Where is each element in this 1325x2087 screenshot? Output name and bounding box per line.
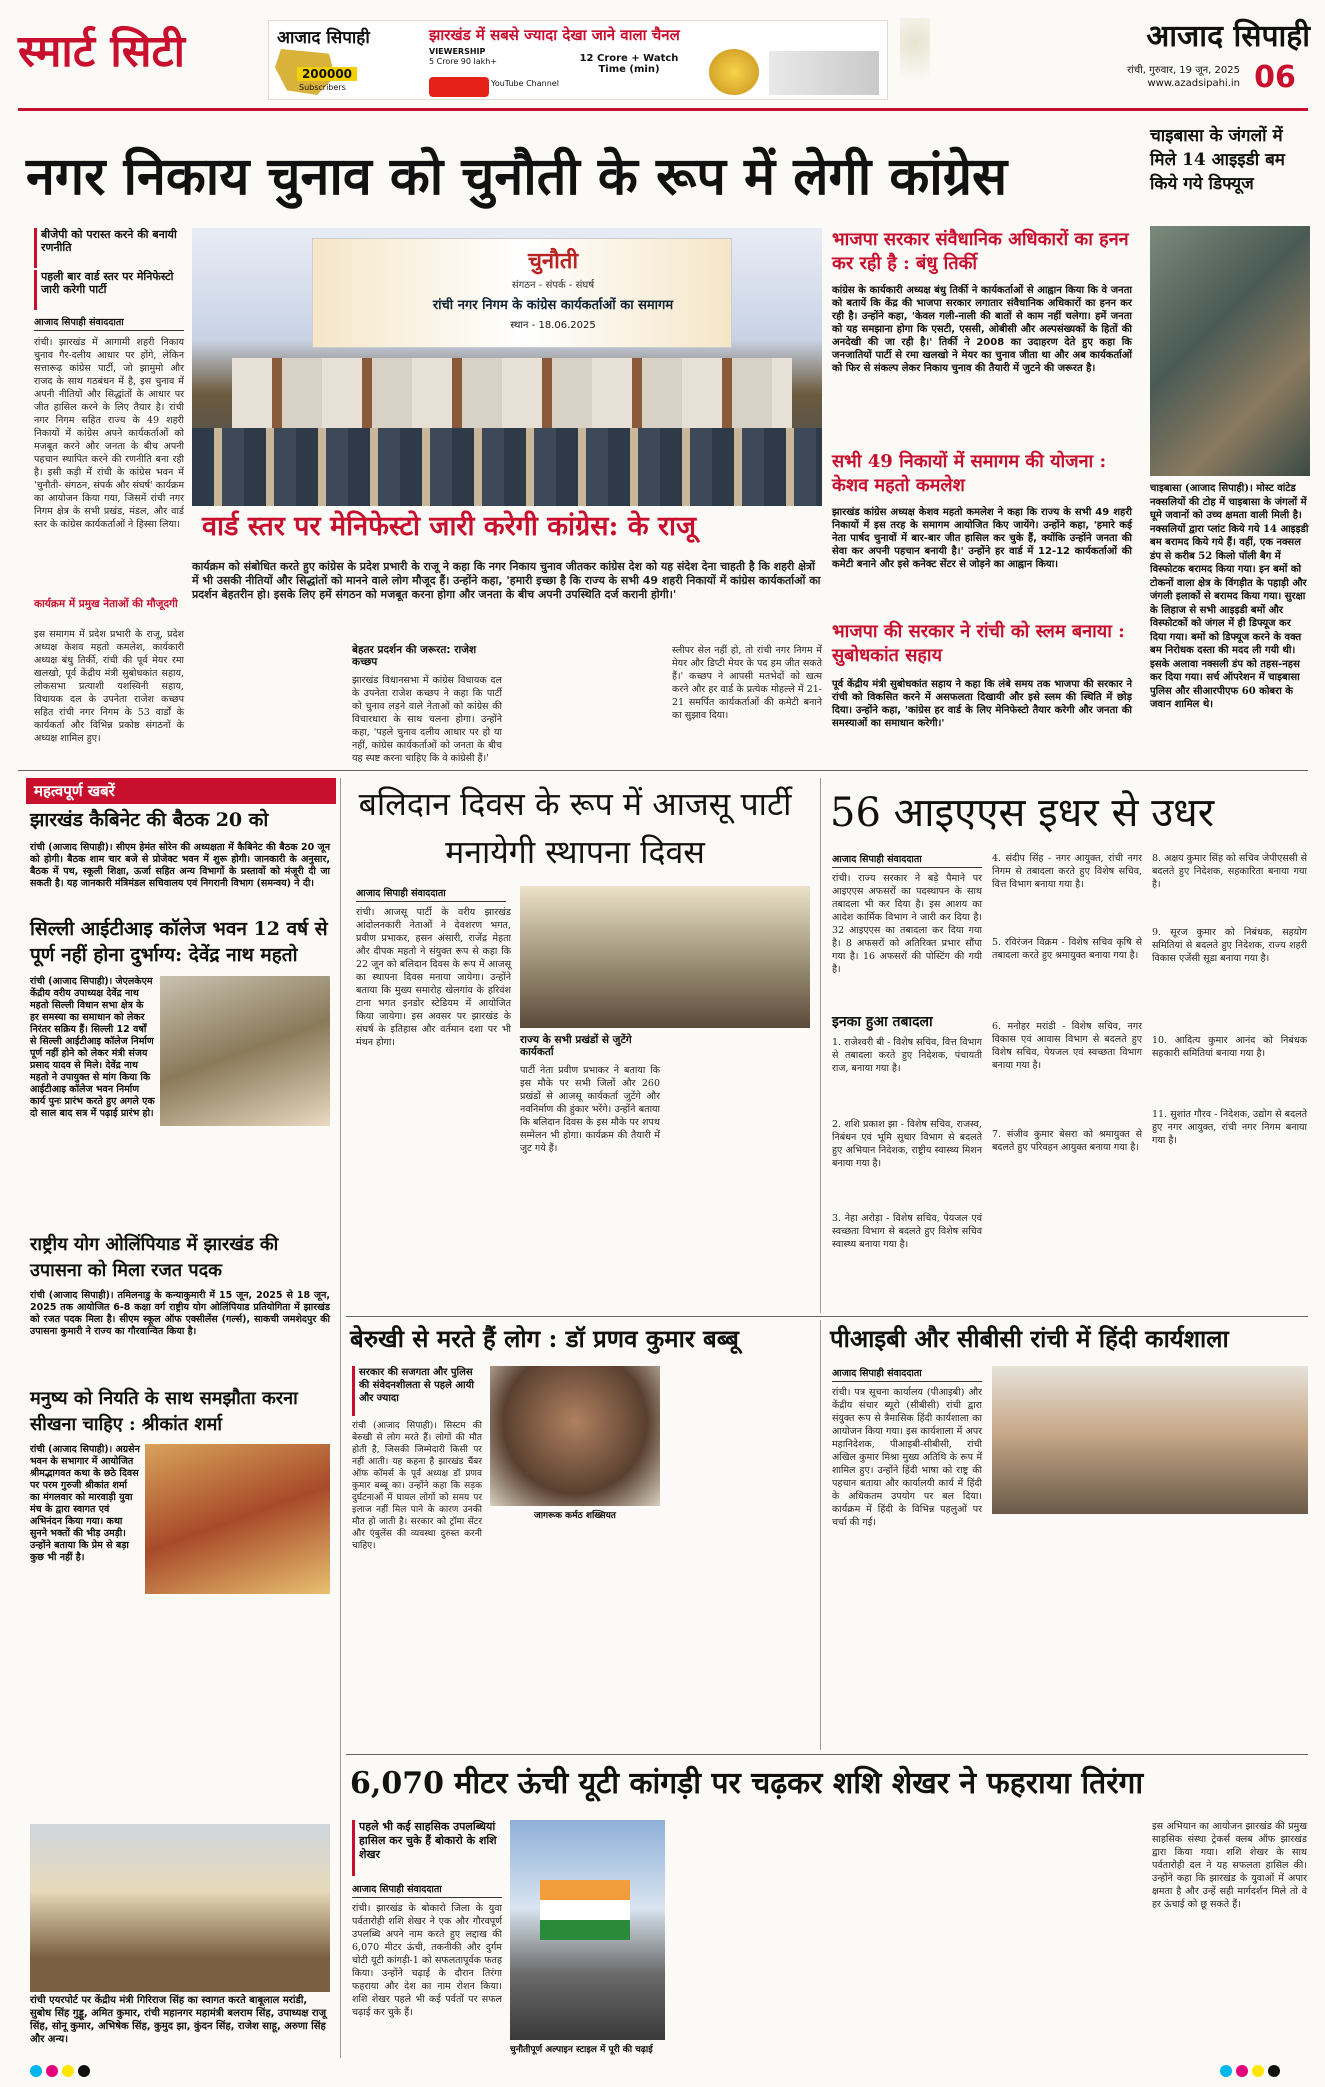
ad-viewership: VIEWERSHIP: [429, 47, 486, 56]
shashi-body: रांची। झारखंड के बोकारो जिला के युवा पर्वतारोही शशि शेखर ने एक और गौरवपूर्ण उपलब्धि अपने नाम करते हुए लद्दाख की 6,070 मीटर ऊंची, तकनीकी और दुर्गम चोटी यूटी कांगड़ी-1 को सफलतापूर्वक फतह किया। उन्होंने चढ़ाई के दौरान तिरंगा फहराया और देश का नाम रोशन किया। शशि शेखर पहले भी कई पर्वतों पर सफल चढ़ाई कर चुके हैं।: [352, 1903, 502, 2018]
date-line: रांची, गुरुवार, 19 जून, 2025: [1127, 65, 1240, 76]
ias-item-4: 5. रविरंजन विक्रम - विशेष सचिव कृषि से तबादला करते हुए श्रमायुक्त बनाया गया है।: [992, 937, 1142, 961]
ajsu-byline: आजाद सिपाही संवाददाता: [356, 886, 506, 902]
lead-body3: झारखंड विधानसभा में कांग्रेस विधायक दल के उपनेता राजेश कच्छप ने कहा कि पार्टी को चुनाव लड़ने वाले नेताओं को कांग्रेस की विचारधारा के साथ चलना होगा। उन्होंने कहा, 'पहले चुनाव दलीय आधार पर हो या नहीं, कांग्रेस कार्यकर्ताओं को जनता के बीच यह स्पष्ट करना चाहिए कि वे कांग्रेसी हैं।': [352, 675, 502, 764]
important-h-0: झारखंड कैबिनेट की बैठक 20 को: [30, 809, 269, 831]
right-h3: भाजपा की सरकार ने रांची को स्लम बनाया : सुबोधकांत सहाय: [832, 621, 1125, 666]
right-b1: कांग्रेस के कार्यकारी अध्यक्ष बंधु तिर्की ने कार्यकर्ताओं से आह्वान किया कि वे जनता को बतायें कि केंद्र की भाजपा सरकार लगातार संवैधानिक अधिकारों का हनन कर रही है। उन्होंने कहा, 'केवल गली-नाली की बातों से काम नहीं चलेगा। हमें जनता को यह समझाना होगा कि एसटी, एससी, ओबीसी और अल्पसंख्यकों के हितों की अनदेखी की जा रही है।' तिर्की ने 2008 का उदाहरण देते हुए कहा कि जनजातियों पार्टी से रमा खलखो ने मेयर का चुनाव जीता था और अब कार्यकर्ताओं को फिर से संकल्प लेकर निकाय चुनाव की तैयारी में जुटने की जरूरत है।: [832, 285, 1132, 374]
ajsu-headline: बलिदान दिवस के रूप में आजसू पार्टी मनायेगी स्थापना दिवस: [358, 785, 792, 871]
channel-ad: [268, 20, 888, 100]
event-banner: [312, 238, 732, 348]
ad-subs: 200000: [297, 67, 357, 81]
lead-headline: नगर निकाय चुनाव को चुनौती के रूप में लेगी कांग्रेस: [26, 146, 1008, 207]
ad-crore: 5 Crore 90 lakh+: [429, 57, 498, 66]
right-b3: पूर्व केंद्रीय मंत्री सुबोधकांत सहाय ने कहा कि लंबे समय तक भाजपा की सरकार ने रांची को विकसित करने में असफलता दिखायी और इसे स्लम की स्थिति में छोड़ दिया। उन्होंने कहा, 'कांग्रेस हर वार्ड के लिए मेनिफेस्टो तैयार करेगी और जनता की समस्याओं का समाधान करेगी।': [832, 679, 1132, 729]
highlight-1: बीजेपी को परास्त करने की बनायी रणनीति: [34, 228, 184, 268]
right-b2: झारखंड कांग्रेस अध्यक्ष केशव महतो कमलेश ने कहा कि राज्य के सभी 49 शहरी निकायों में इस तरह के समागम आयोजित किए जायेंगे। उन्होंने कहा, 'हमारे कई नेता पार्षद चुनावों में बार-बार जीत हासिल कर चुके हैं, क्योंकि उन्होंने जनता की सेवा कर अपनी पहचान बनायी है।' उन्होंने हर वार्ड में 12-12 कार्यकर्ताओं की कमेटी बनाने और इसे कनेक्ट सेंटर से जोड़ने का आह्वान किया।: [832, 507, 1132, 570]
ajsu-body: रांची। आजसू पार्टी के वरीय झारखंड आंदोलनकारी नेताओं ने देवशरण भगत, प्रवीण प्रभाकर, हसन अंसारी, राजेंद्र मेहता और दीपक महतो ने संयुक्त रूप से कहा कि 22 जून को बलिदान दिवस के रूप में आजसू का स्थापना दिवस मनाया जायेगा। उन्होंने बताया कि मुख्य समारोह खेलगांव के हरिवंश टाना भगत इनडोर स्टेडियम में आयोजित किया जायेगा। इस अवसर पर झारखंड के संघर्ष के इतिहास और वर्तमान दशा पर भी मंथन होगा।: [356, 907, 511, 1048]
important-h-1: सिल्ली आईटीआइ कॉलेज भवन 12 वर्ष से पूर्ण नहीं होना दुर्भाग्य: देवेंद्र नाथ महतो: [30, 918, 328, 966]
lead-byline: आजाद सिपाही संवाददाता: [34, 315, 184, 331]
section-title: [18, 14, 258, 94]
shashi-body2: इस अभियान का आयोजन झारखंड की प्रमुख साहसिक संस्था ट्रेकर्स क्लब ऑफ झारखंड द्वारा किया गया। शशि शेखर के साथ पर्वतारोही दल ने यह सफलता हासिल की। उन्होंने कहा कि झारखंड के युवाओं में अपार क्षमता है और उन्हें सही मार्गदर्शन मिले तो वे हर ऊंचाई को छू सकते हैं।: [1152, 1821, 1307, 1910]
photo-headline-box: [192, 508, 822, 568]
pib-headline: पीआइबी और सीबीसी रांची में हिंदी कार्यशाला: [830, 1324, 1229, 1353]
lead-body4: स्लीपर सेल नहीं हो, तो रांची नगर निगम में मेयर और डिप्टी मेयर के पद हम जीत सकते हैं।' कच्छप ने आपसी मतभेदों को खत्म करने और हर वार्ड के प्रत्येक मोहल्ले में 21-21 समर्पित कार्यकर्ताओं की कमेटी बनाने का सुझाव दिया।: [672, 645, 822, 721]
registration-marks-left: [30, 2062, 130, 2078]
ad-youtube: YouTube Channel: [491, 79, 559, 88]
dignitaries-row: [232, 358, 792, 428]
shashi-body2-cont: [672, 1820, 822, 2050]
babbu-body: रांची (आजाद सिपाही)। सिस्टम की बेरुखी से लोग मरते हैं। लोगों की मौत होती है, जिसकी जिम्मेदारी किसी पर नहीं आती। यह कहना है झारखंड चैंबर ऑफ कॉमर्स के पूर्व अध्यक्ष डॉ प्रणव कुमार बब्बू का। उन्होंने कहा कि सड़क दुर्घटनाओं में घायल लोगों को समय पर इलाज नहीं मिल पाने के कारण उनकी मौत हो जाती है। सरकार को ट्रॉमा सेंटर और एंबुलेंस की व्यवस्था दुरुस्त करनी चाहिए।: [352, 1421, 482, 1551]
ias-item-8: 9. सूरज कुमार को निबंधक, सहयोग समितियां से बदलते हुए निदेशक, राज्य शहरी विकास एजेंसी सूडा बनाया गया है।: [1152, 927, 1307, 964]
important-b-0: रांची (आजाद सिपाही)। सीएम हेमंत सोरेन की अध्यक्षता में कैबिनेट की बैठक 20 जून को होगी। बैठक शाम चार बजे से प्रोजेक्ट भवन में शुरू होगी। जानकारी के अनुसार, बैठक में पथ, स्कूली शिक्षा, ऊर्जा सहित अन्य विभागों के प्रस्तावों को मंजूरी दी जा सकती है। यह जानकारी मंत्रिमंडल सचिवालय एवं निगरानी विभाग (समन्वय) ने दी।: [30, 842, 330, 889]
ias-item-1: 2. शशि प्रकाश झा - विशेष सचिव, राजस्व, निबंधन एवं भूमि सुधार विभाग से बदलते हुए अभियान निदेशक, राष्ट्रीय स्वास्थ्य मिशन बनाया गया है।: [832, 1119, 982, 1169]
babbu-quote: सरकार की सजगता और पुलिस की संवेदनशीलता से पहले आयी और ज्यादा: [352, 1366, 482, 1416]
side-headline: चाइबासा के जंगलों में मिले 14 आइइडी बम किये गये डिफ्यूज: [1150, 126, 1285, 194]
shashi-body4: [992, 1820, 1142, 2050]
event-photo: [192, 228, 822, 506]
pib-byline: आजाद सिपाही संवाददाता: [832, 1366, 982, 1382]
important-b-3: रांची (आजाद सिपाही)। अग्रसेन भवन के सभागार में आयोजित श्रीमद्भागवत कथा के छठे दिवस पर परम गुरुजी श्रीकांत शर्मा का मंगलवार को मारवाड़ी युवा मंच के द्वारा स्वागत एवं अभिनंदन किया गया। कथा सुनने भक्तों की भीड़ उमड़ी। उन्होंने बताया कि प्रेम से बड़ा कुछ भी नहीं है।: [30, 1444, 140, 1563]
ias-item-3: 4. संदीप सिंह - नगर आयुक्त, रांची नगर निगम से तबादला करते हुए विशेष सचिव, वित्त विभाग बनाया गया है।: [992, 853, 1142, 890]
babbu-photo: [490, 1366, 660, 1506]
ajsu-body3: [670, 1034, 810, 1312]
website: www.azadsipahi.in: [1147, 78, 1240, 89]
silli-photo: [160, 976, 330, 1126]
banner-title: चुनौती: [527, 249, 579, 274]
ad-brand: आजाद सिपाही: [277, 28, 370, 48]
lead-body3b: [512, 644, 662, 754]
section-label: स्मार्ट सिटी: [18, 26, 186, 77]
important-h-3: मनुष्य को नियति के साथ समझौता करना सीखना चाहिए : श्रीकांत शर्मा: [30, 1388, 298, 1435]
pib-body: रांची। पत्र सूचना कार्यालय (पीआइबी) और केंद्रीय संचार ब्यूरो (सीबीसी) रांची द्वारा संयुक्त रूप से त्रैमासिक हिंदी कार्यशाला का आयोजन किया गया। इस कार्यशाला में अपर महानिदेशक, पीआइबी-सीबीसी, रांची अखिल कुमार मिश्रा मुख्य अतिथि के रूप में शामिल हुए। उन्होंने हिंदी भाषा को राष्ट्र की पहचान बताया और कार्यालयी कार्य में हिंदी के अधिकतम उपयोग पर बल दिया। कार्यक्रम में हिंदी के विभिन्न पहलुओं पर चर्चा की गई।: [832, 1387, 982, 1528]
airport-caption: रांची एयरपोर्ट पर केंद्रीय मंत्री गिरिराज सिंह का स्वागत करते बाबूलाल मरांडी, सुबोध सिंह गुड्डू, अमित कुमार, रांची महानगर महामंत्री बलराम सिंह, उपाध्यक्ष राजू सिंह, सोनू कुमार, अभिषेक सिंह, कुमुद झा, कुंदन सिंह, राजेश साहू, अरुणा सिंह और अन्य।: [30, 1995, 326, 2045]
ad-watch: 12 Crore + Watch Time (min): [579, 53, 679, 75]
shashi-headline: 6,070 मीटर ऊंची यूटी कांगड़ी पर चढ़कर शशि शेखर ने फहराया तिरंगा: [350, 1766, 1144, 1801]
ias-item-5: 6. मनोहर मरांडी - विशेष सचिव, नगर विकास एवं आवास विभाग से बदलते हुए विशेष सचिव, पेयजल एवं स्वच्छता विभाग बनाया गया है।: [992, 1021, 1142, 1071]
ajsu-photo: [520, 886, 810, 1028]
babbu-body3: [668, 1366, 818, 1750]
shashi-byline: आजाद सिपाही संवाददाता: [352, 1882, 502, 1898]
shashi-quote: पहले भी कई साहसिक उपलब्धियां हासिल कर चुके हैं बोकारो के शशि शेखर: [352, 1820, 502, 1876]
ias-item-0: 1. राजेश्वरी बी - विशेष सचिव, वित्त विभाग से तबादला करते हुए निदेशक, पंचायती राज, बनाया गया है।: [832, 1037, 982, 1074]
important-b-2: रांची (आजाद सिपाही)। तमिलनाडु के कन्याकुमारी में 15 जून, 2025 से 18 जून, 2025 तक आयोजित 6-8 कक्षा वर्ग राष्ट्रीय योग ओलिंपियाड प्रतियोगिता में झारखंड को रजत पदक मिला है। सीएम स्कूल ऑफ एक्सीलेंस (गर्ल्स), साकची जमशेदपुर की उपासना कुमारी ने राज्य का गौरवान्वित किया है।: [30, 1290, 330, 1337]
youtube-icon: [429, 77, 489, 97]
important-b-3-cont: [30, 1598, 330, 1818]
ias-item-2: 3. नेहा अरोड़ा - विशेष सचिव, पेयजल एवं स्वच्छता विभाग से बदलते हुए विशेष सचिव स्वास्थ्य बनाया गया है।: [832, 1213, 982, 1250]
photo-headline: वार्ड स्तर पर मेनिफेस्टो जारी करेगी कांग्रेस: के राजू: [202, 511, 697, 542]
banner-sub: संगठन - संपर्क - संघर्ष: [511, 280, 595, 291]
shashi-body3: [832, 1820, 982, 2050]
page-number: 06: [1254, 60, 1296, 95]
ias-body: रांची। राज्य सरकार ने बड़े पैमाने पर आइएएस अफसरों का पदस्थापन के साथ तबादला भी कर दिया है। इस आशय का आदेश कार्मिक विभाग ने जारी कर दिया है। 32 आइएएस का तबादला कर दिया गया है। 8 अफसरों को अतिरिक्त प्रभार सौंपा गया है। 16 अफसरों की पोस्टिंग की गयी है।: [832, 873, 982, 975]
pib-photo: [992, 1366, 1308, 1514]
ad-subs-label: Subscribers: [299, 83, 346, 92]
pen-nib-icon: [900, 18, 930, 98]
lead-sub1: कार्यक्रम में प्रमुख नेताओं की मौजूदगी: [34, 598, 178, 610]
important-b-1: रांची (आजाद सिपाही)। जेएलकेएम केंद्रीय वरीय उपाध्यक्ष देवेंद्र नाथ महतो सिल्ली विधान सभा क्षेत्र के हर समस्या का समाधान को लेकर निरंतर सक्रिय हैं। सिल्ली 12 वर्षों से सिल्ली आईटीआइ कॉलेज निर्माण पूर्ण नहीं होने को लेकर मंत्री संजय प्रसाद यादव से मिले। देवेंद्र नाथ महतो ने उपायुक्त से मांग किया कि आईटीआइ कॉलेज भवन निर्माण कार्य पुनः प्रारंभ करते हुए अगले एक दो साल बाद सत्र में पढ़ाई प्रारंभ हो।: [30, 976, 155, 1119]
babbu-headline: बेरुखी से मरते हैं लोग : डॉ प्रणव कुमार बब्बू: [350, 1324, 739, 1353]
ias-item-6: 7. संजीव कुमार बेसरा को श्रमायुक्त से बदलते हुए परिवहन आयुक्त बनाया गया है।: [992, 1129, 1142, 1153]
award-badge-icon: [709, 49, 759, 95]
pib-body3: [1152, 1520, 1307, 1750]
lead-body2: इस समागम में प्रदेश प्रभारी के राजू, प्रदेश अध्यक्ष केशव महतो कमलेश, कार्यकारी अध्यक्ष बंधु तिर्की, रांची की पूर्व मेयर रमा खलखो, पूर्व केंद्रीय मंत्री सुबोधकांत सहाय, लोकसभा प्रत्याशी यशस्विनी सहाय, विधायक दल के उपनेता राजेश कच्छप सहित रांची नगर निगम के 53 वार्डों के कार्यकर्ता और विभिन्न प्रकोष्ठ संगठनों के अध्यक्ष शामिल हुए।: [34, 629, 184, 744]
phone-mockup-icon: [769, 51, 879, 95]
shashi-caption: चुनौतीपूर्ण अल्पाइन स्टाइल में पूरी की चढ़ाई: [510, 2045, 653, 2055]
banner-line: रांची नगर निगम के कांग्रेस कार्यकर्ताओं का समागम: [432, 298, 674, 313]
lead-sub2: बेहतर प्रदर्शन की जरूरत: राजेश कच्छप: [352, 644, 477, 669]
ajsu-sub: राज्य के सभी प्रखंडों से जुटेंगे कार्यकर्ता: [520, 1034, 632, 1059]
ajsu-body2: पार्टी नेता प्रवीण प्रभाकर ने बताया कि इस मौके पर सभी जिलों और 260 प्रखंडों से आजसू कार्यकर्ता जुटेंगे और नवनिर्माण की हुंकार भरेंगे। उन्होंने बताया कि बलिदान दिवस के इस मौके पर शपथ सम्मेलन भी होगा। कार्यक्रम की तैयारी में जुट गये हैं।: [520, 1065, 660, 1154]
important-label: महत्वपूर्ण खबरें: [26, 778, 336, 804]
ad-tagline: झारखंड में सबसे ज्यादा देखा जाने वाला चैनल: [429, 26, 680, 44]
right-h2: सभी 49 निकायों में समागम की योजना : केशव महतो कमलेश: [832, 451, 1107, 496]
ias-item-10: 11. सुशांत गौरव - निदेशक, उद्योग से बदलते हुए नगर आयुक्त, रांची नगर निगम बनाया गया है।: [1152, 1109, 1307, 1146]
important-h-2: राष्ट्रीय योग ओलिंपियाड में झारखंड की उपासना को मिला रजत पदक: [30, 1234, 279, 1281]
ias-item-9: 10. आदित्य कुमार आनंद को निबंधक सहकारी समितियां बनाया गया है।: [1152, 1035, 1307, 1059]
right-h1: भाजपा सरकार संवैधानिक अधिकारों का हनन कर रही है : बंधु तिर्की: [832, 229, 1129, 274]
banner-date: स्थान - 18.06.2025: [510, 320, 596, 331]
registration-marks-right: [1220, 2062, 1320, 2078]
airport-photo: [30, 1824, 330, 1992]
side-body: चाइबासा (आजाद सिपाही)। मोस्ट वांटेड नक्सलियों की टोह में चाइबासा के जंगलों में घूमे जवानों को उच्च क्षमता वाली मिली है। नक्सलियों द्वारा प्लांट किये गये 14 आइइडी बम बरामद किये गये हैं। वहीं, एक नक्सल डंप से करीब 52 किलो पॉली बैग में विस्फोटक बरामद किया गया। इन बमों को टोकनों वाला क्षेत्र के विंगड़ीत के पहाड़ी और जंगली इलाकों से बरामद किया गया। सुरक्षा के लिहाज से सभी आइइडी बमों और विस्फोटकों को जंगल में ही डिफ्यूज कर दिया गया। बमों को डिफ्यूज करने के वक्त बम निरोधक दस्ता की मदद ली गयी थी। इसके अलावा नक्सली डंप को तहस-नहस कर दिया गया। सर्च ऑपरेशन में चाइबासा पुलिस और सीआरपीएफ 60 कोबरा के जवान शामिल थे।: [1150, 483, 1309, 710]
tiranga-flag-icon: [540, 1880, 630, 1940]
jungle-photo: [1150, 226, 1310, 476]
paper-name: आजाद सिपाही: [1146, 19, 1310, 54]
babbu-caption: जागरूक कर्मठ शख्सियत: [534, 1511, 616, 1521]
ias-sub: इनका हुआ तबादला: [832, 1014, 933, 1030]
lead-body: रांची। झारखंड में आगामी शहरी निकाय चुनाव गैर-दलीय आधार पर होंगे, लेकिन सत्तारूढ़ कांग्रेस पार्टी, जो झामुमो और राजद के साथ गठबंधन में है, इस चुनाव में अपनी नीतियों और सिद्धांतों के आधार पर जीत हासिल करने के लिए तैयार है। रांची नगर निगम सहित राज्य के 49 शहरी निकायों में कांग्रेस अपने कार्यकर्ताओं को मजबूत करने और जनता के बीच अपनी पहचान स्थापित करने की रणनीति बना रही है। इसी कड़ी में रांची के कांग्रेस भवन में 'चुनौती- संगठन, संपर्क और संघर्ष' कार्यक्रम का आयोजन किया गया, जिसमें रांची नगर निगम क्षेत्र के सभी प्रखंड, मंडल, और वार्ड स्तर के कांग्रेस कार्यकर्ताओं ने हिस्सा लिया।: [34, 337, 184, 530]
ias-headline: 56 आइएएस इधर से उधर: [830, 790, 1215, 836]
ias-item-7: 8. अक्षय कुमार सिंह को सचिव जेपीएससी से बदलते हुए निदेशक, सहकारिता बनाया गया है।: [1152, 853, 1307, 890]
katha-photo: [145, 1444, 330, 1594]
audience-row: [192, 428, 822, 506]
photo-caption: कार्यक्रम को संबोधित करते हुए कांग्रेस के प्रदेश प्रभारी के राजू ने कहा कि नगर निकाय चुनाव जीतकर कांग्रेस देश को यह संदेश देना चाहती है कि शहरी क्षेत्रों में भी उसकी नीतियों और सिद्धांतों को मानने वाले लोग मौजूद हैं। उन्होंने कहा, 'हमारी इच्छा है कि राज्य के सभी 49 शहरी निकायों में कांग्रेस कार्यकर्ताओं का प्रदर्शन बेहतरीन हो। इसके लिए हमें संगठन को मजबूत करना होगा और जनता के बीच अपनी उपस्थिति दर्ज करानी होगी।': [192, 560, 821, 601]
pib-body2: [992, 1520, 1142, 1750]
babbu-body2: [490, 1526, 660, 1750]
highlight-2: पहली बार वार्ड स्तर पर मेनिफेस्टो जारी करेगी पार्टी: [34, 270, 184, 310]
ias-byline: आजाद सिपाही संवाददाता: [832, 852, 982, 868]
lead-body2-cont: [192, 644, 342, 754]
summit-photo: [510, 1820, 665, 2040]
